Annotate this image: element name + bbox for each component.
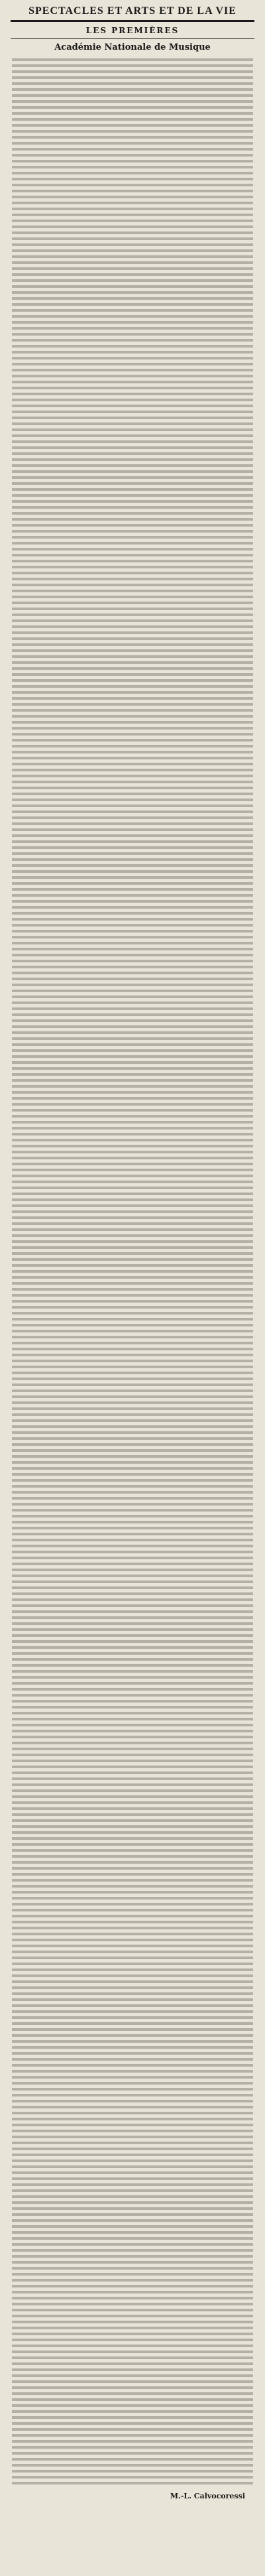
article-signature: M.-L. Calvocoressi xyxy=(170,2492,245,2500)
article-subheading: Académie Nationale de Musique xyxy=(54,42,211,52)
masthead-rule xyxy=(11,20,254,22)
article-body-placeholder xyxy=(12,58,253,2486)
section-rule xyxy=(11,38,254,39)
section-heading: LES PREMIÈRES xyxy=(85,26,180,35)
masthead-title: SPECTACLES ET ARTS ET DE LA VIE xyxy=(28,5,237,17)
